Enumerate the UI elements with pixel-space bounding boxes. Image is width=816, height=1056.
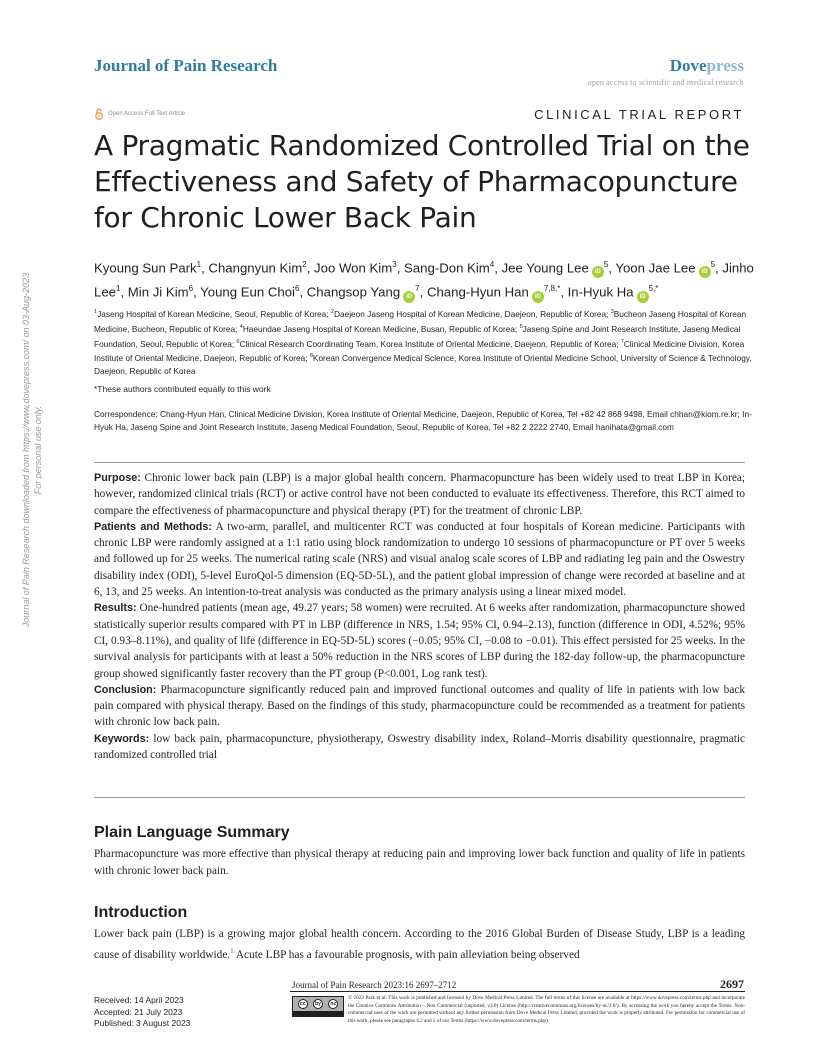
download-watermark-line1: Journal of Pain Research downloaded from https://www.dovepress.com/ on 03-Aug-2023 [21, 272, 31, 628]
affiliation-number: 7 [620, 338, 624, 345]
author-separator: , [120, 284, 128, 300]
author-separator: , [193, 284, 201, 300]
affiliation-number: 3 [610, 309, 614, 315]
abstract [94, 470, 745, 763]
introduction-text-part2: Acute LBP has a favourable prognosis, with pain alleviation being observed [233, 948, 580, 961]
publisher-logo-accent: press [706, 56, 744, 75]
license-text: © 2023 Park et al. This work is published and licensed by Dove Medical Press Limited. The full terms of this license are available at https://www.dovepress.com/terms.php and incorporate the Creative Commons Attribution – Non Commercial (unported, v3.0) License (http://creativecommons.org/licenses/by-nc/3.0/). By accessing the work you hereby accept the Terms. Non-commercial uses of the work are permitted without any further permission from Dove Medical Press Limited, provided the work is properly attributed. For permission for commercial use of this work, please see paragraphs 4.2 and 5 of our Terms (https://www.dovepress.com/terms.php). [348, 995, 745, 1025]
publisher-logo[interactable] [588, 56, 744, 76]
author-affiliation-marker: 5,* [648, 284, 659, 294]
creative-commons-label-bar [292, 1012, 344, 1017]
author-separator: , [560, 284, 568, 300]
author-affiliation-marker: 7,8,* [543, 284, 561, 294]
author-affiliation-marker: 1 [116, 284, 121, 294]
orcid-icon[interactable]: iD [637, 291, 649, 303]
author-name[interactable]: Joo Won Kim [314, 260, 393, 276]
publisher-logo-main: Dove [669, 56, 707, 75]
author-separator: , [419, 284, 427, 300]
abstract-section-label: Patients and Methods: [94, 520, 212, 533]
author-separator: , [396, 260, 405, 276]
author-name[interactable]: Changnyun Kim [208, 260, 303, 276]
author-affiliation-marker: 2 [302, 260, 307, 269]
affiliations [94, 306, 754, 378]
open-access-label: Open Access Full Text Article [108, 111, 186, 117]
abstract-section-text: Chronic lower back pain (LBP) is a major global health concern. Pharmacopuncture has been widely used to treat LBP in Korea; however, randomized clinical trials (RCT) or active control have not been conducted to evaluate its effectiveness. Therefore, this RCT aimed to compare the effectiveness of pharmacopuncture and physical therapy (PT) for the treatment of chronic LBP. [94, 472, 745, 517]
author-affiliation-marker: 5 [603, 260, 609, 269]
affiliation-number: 6 [236, 338, 240, 345]
author-separator: , [299, 284, 307, 300]
publisher-tagline: open access to scientific and medical research [587, 78, 744, 87]
abstract-section-text: Pharmacopuncture significantly reduced pain and improved functional outcomes and quality of life in patients with low back pain compared with physical therapy. Based on the findings of this study, pharmacopuncture could be recommended as a treatment for patients with chronic low back pain. [94, 683, 745, 729]
abstract-section-label: Keywords: [94, 732, 150, 745]
author-name[interactable]: Min Ji Kim [127, 284, 189, 300]
cc-icon: cc [298, 999, 308, 1009]
author-separator: , [608, 260, 616, 276]
plain-language-heading: Plain Language Summary [94, 824, 290, 841]
abstract-bottom-rule [94, 797, 745, 798]
orcid-icon[interactable]: iD [532, 291, 544, 303]
correspondence: Correspondence: Chang-Hyun Han, Clinical Medicine Division, Korea Institute of Oriental Medicine, Daejeon, Republic of Korea, Tel +82 42 868 9498, Email chhan@kiom.re.kr; In-Hyuk Ha, Jaseng Spine and Joint Research Institute, Jaseng Medical Foundation, Seoul, Republic of Korea, Tel +82 2 2222 2740, Email hanihata@gmail.com [94, 409, 752, 432]
author-separator: , [494, 260, 502, 276]
abstract-section [94, 519, 745, 600]
affiliation-number: 5 [519, 323, 523, 330]
author-name[interactable]: Yoon Jae Lee [615, 260, 696, 276]
abstract-top-rule [94, 462, 745, 463]
author-name[interactable]: Jee Young Lee [501, 260, 589, 276]
introduction-text [94, 926, 745, 963]
affiliation-number: 4 [239, 323, 243, 330]
abstract-section [94, 731, 745, 764]
affiliation-number: 2 [330, 309, 334, 315]
footer-citation[interactable]: Journal of Pain Research 2023:16 2697–2712 [292, 980, 457, 990]
affiliation-text: Clinical Research Coordinating Team, Korea Institute of Oriental Medicine, Daejeon, Republic of Korea; [239, 338, 621, 349]
affiliation-text: Jaseng Spine and Joint Research Institute, Jaseng Medical Foundation, Seoul, Republic of Korea; [94, 323, 741, 349]
author-affiliation-marker: 6 [295, 284, 300, 294]
open-access-row [94, 108, 185, 120]
author-affiliation-marker: 7 [415, 284, 420, 294]
publisher-branding [588, 56, 744, 87]
author-name[interactable]: Changsop Yang [306, 284, 401, 300]
orcid-icon[interactable]: iD [403, 291, 415, 303]
affiliation-text: Jaseng Hospital of Korean Medicine, Seoul, Republic of Korea; [97, 308, 331, 319]
author-name[interactable]: Young Eun Choi [200, 284, 295, 300]
article-type: CLINICAL TRIAL REPORT [534, 107, 744, 122]
equal-contribution-note: *These authors contributed equally to this work [94, 384, 271, 394]
author-affiliation-marker: 6 [188, 284, 194, 294]
plain-language-text: Pharmacopuncture was more effective than physical therapy at reducing pain and improving lower back function and quality of life in patients with chronic lower back pain. [94, 848, 745, 877]
author-separator: , [201, 260, 209, 276]
creative-commons-badge[interactable] [292, 996, 344, 1012]
open-access-lock-icon [94, 108, 104, 120]
author-affiliation-marker: 4 [489, 260, 495, 269]
published-date: Published: 3 August 2023 [94, 1018, 191, 1028]
affiliation-text: Clinical Medicine Division, Korea Institute of Oriental Medicine, Daejeon, Republic of Korea; [94, 338, 745, 364]
introduction-heading: Introduction [94, 904, 188, 921]
abstract-section-label: Purpose: [94, 472, 141, 484]
page-number: 2697 [720, 977, 744, 991]
author-affiliation-marker: 1 [196, 260, 202, 269]
introduction-text-part1: Lower back pain (LBP) is a growing major global health concern. According to the 2016 Global Burden of Disease Study, LBP is a leading cause of disability worldwide. [94, 928, 745, 961]
accepted-date: Accepted: 21 July 2023 [94, 1006, 183, 1017]
author-name[interactable]: In-Hyuk Ha [567, 284, 634, 300]
affiliation-text: Haeundae Jaseng Hospital of Korean Medicine, Busan, Republic of Korea; [242, 323, 520, 334]
orcid-icon[interactable]: iD [592, 266, 604, 278]
orcid-icon[interactable]: iD [699, 266, 711, 278]
abstract-section-label: Conclusion: [94, 683, 157, 696]
affiliation-number: 1 [94, 309, 98, 315]
author-name[interactable]: Chang-Hyun Han [426, 284, 529, 300]
abstract-section [94, 682, 745, 731]
author-separator: , [715, 260, 723, 276]
affiliation-number: 8 [309, 353, 313, 360]
abstract-section-text: One-hundred patients (mean age, 49.27 years; 58 women) were recruited. At 6 weeks after randomization, pharmacopuncture showed statistically superior results compared with PT in LBP (difference in NRS, 1.54; 95% CI, 0.94–2.13), function (difference in ODI, 4.52%; 95% CI, 0.93–8.11%), and quality of life (difference in EQ-5D-5L) scores (−0.05; 95% CI, −0.08 to −0.01). This effect persisted for 25 weeks. In the survival analysis for participants with at least a 50% reduction in the NRS scores of LBP during the 182-day follow-up, the pharmacopuncture group showed significantly faster recovery than the PT group (P<0.001, Log rank test). [94, 602, 745, 680]
received-date: Received: 14 April 2023 [94, 995, 184, 1005]
author-list [94, 254, 754, 303]
affiliation-text: Bucheon Jaseng Hospital of Korean Medicine, Bucheon, Republic of Korea; [94, 308, 747, 334]
affiliation-text: Korean Convergence Medical Science, Korea Institute of Oriental Medicine School, University of Science & Technology, Daejeon, Republic of Korea [94, 353, 752, 377]
author-separator: , [306, 260, 315, 276]
author-name[interactable]: Kyoung Sun Park [94, 260, 197, 276]
article-dates [94, 995, 190, 1030]
nc-icon: nc [328, 999, 338, 1009]
author-name[interactable]: Jinho Lee [94, 260, 754, 300]
author-affiliation-marker: 3 [392, 260, 397, 269]
abstract-section [94, 600, 745, 681]
abstract-section-label: Results: [94, 602, 137, 615]
abstract-section [94, 470, 745, 519]
journal-name[interactable]: Journal of Pain Research [94, 56, 278, 75]
footer-rule [290, 991, 745, 992]
abstract-section-text: A two-arm, parallel, and multicenter RCT was conducted at four hospitals of Korean medicine. Participants with chronic LBP were randomly assigned at a 1:1 ratio using block randomization to undergo 10 sessions of pharmacopuncture or PT over 5 weeks and followed up for 25 weeks. The numerical rating scale (NRS) and visual analog scale scores of LBP and radiating leg pain and the Oswestry disability index (ODI), 5-level EuroQol-5 dimension (EQ-5D-5L), and the patient global impression of change were recorded at baseline and at 6, 13, and 25 weeks. An intention-to-treat analysis was conducted as the primary analysis using a linear mixed model. [94, 520, 745, 599]
download-watermark [20, 240, 44, 660]
affiliation-text: Daejeon Jaseng Hospital of Korean Medicine, Daejeon, Republic of Korea; [333, 308, 611, 319]
article-title: A Pragmatic Randomized Controlled Trial on the Effectiveness and Safety of Pharmacopuncture for Chronic Lower Back Pain [94, 129, 750, 234]
download-watermark-line2: For personal use only. [33, 405, 43, 495]
author-name[interactable]: Sang-Don Kim [404, 260, 490, 276]
reference-link[interactable]: 1 [230, 946, 234, 955]
abstract-section-text: low back pain, pharmacopuncture, physiotherapy, Oswestry disability index, Roland–Morris disability questionnaire, pragmatic randomized controlled trial [94, 732, 745, 762]
by-icon: by [313, 999, 323, 1009]
author-affiliation-marker: 5 [710, 260, 716, 269]
